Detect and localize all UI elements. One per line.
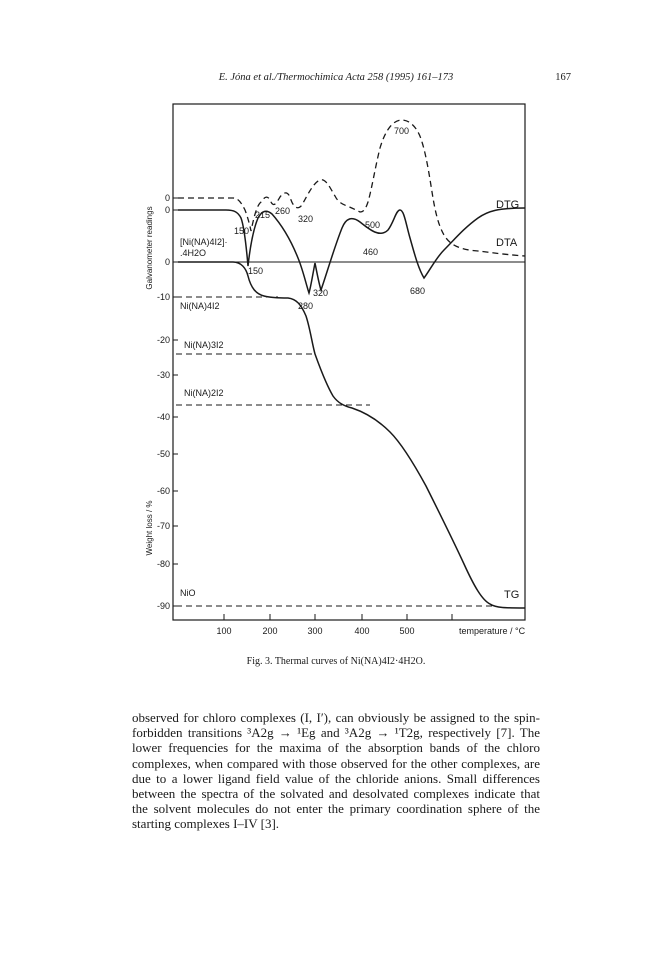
x-tick-label: 500 (399, 626, 415, 636)
tg-label: TG (504, 589, 520, 601)
na2-label: Ni(NA)2I2 (184, 388, 224, 398)
body-paragraph: observed for chloro complexes (I, I′), can obviously be assigned to the spin-forbidden transitions ³A2g → ¹Eg and ³A2g → ¹T2g, respectively [7]. The lower frequencies for the maxima of the absorption bands of the chloro complexes, when compared with those observed for the other complexes, are due to a lower ligand field value of the chloride anions. Small differences between the spectra of the solvated and desolvated complexes indicate that the solvent molecules do not enter the primary coordination sphere of the starting complexes I–IV [3]. (132, 710, 540, 832)
page-header (0, 72, 672, 88)
y-tick-label: -60 (156, 486, 170, 496)
na3-label: Ni(NA)3I2 (184, 340, 224, 350)
y-tick-label: 0 (164, 193, 170, 203)
body-text (132, 710, 540, 832)
plot-frame (173, 104, 525, 620)
y-tick-label: -70 (156, 521, 170, 531)
hydrate-label-line1: [Ni(NA)4I2]· (180, 237, 228, 247)
y-tick-label: -40 (156, 412, 170, 422)
compound-labels (180, 237, 228, 598)
y-axis-weight-loss-label: Weight loss / % (145, 500, 154, 556)
tg-curve (178, 262, 525, 608)
running-head: E. Jóna et al./Thermochimica Acta 258 (1995) 161–173 (218, 72, 454, 83)
y-tick-label: -30 (156, 370, 170, 380)
peak-label: 320 (298, 214, 314, 224)
peak-label: 260 (275, 206, 291, 216)
curve-labels (496, 199, 519, 601)
hydrate-label-line2: .4H2O (180, 248, 207, 258)
peak-label: 320 (313, 288, 329, 298)
peak-label: 150 (234, 226, 250, 236)
peak-label: 700 (394, 126, 410, 136)
dta-curve (178, 208, 525, 293)
x-tick-label: 100 (216, 626, 232, 636)
peak-label: 500 (365, 220, 381, 230)
peak-label: 280 (298, 301, 314, 311)
y-tick-label: 0 (164, 257, 170, 267)
peak-label: 215 (255, 210, 271, 220)
peak-label: 150 (248, 266, 264, 276)
y-tick-label: -50 (156, 449, 170, 459)
peak-labels (234, 126, 425, 311)
nio-label: NiO (180, 588, 196, 598)
peak-label: 680 (410, 286, 426, 296)
mass-level-lines (176, 297, 493, 606)
dtg-curve (178, 120, 525, 256)
peak-label: 460 (363, 247, 379, 257)
na4-label: Ni(NA)4I2 (180, 301, 220, 311)
thermal-curves-figure (138, 98, 540, 643)
x-tick-labels (216, 626, 414, 636)
dtg-label: DTG (496, 199, 520, 211)
x-tick-label: 200 (262, 626, 278, 636)
y-tick-label: -10 (156, 292, 170, 302)
y-tick-label: 0 (164, 205, 170, 215)
x-ticks (224, 614, 452, 620)
y-axis-galvanometer-label: Galvanometer readings (145, 206, 154, 290)
y-tick-label: -90 (156, 601, 170, 611)
page-number: 167 (555, 72, 571, 83)
x-tick-label: 400 (354, 626, 370, 636)
dta-label: DTA (496, 237, 518, 249)
y-tick-label: -20 (156, 335, 170, 345)
x-tick-label: 300 (307, 626, 323, 636)
x-axis-label: temperature / °C (458, 626, 526, 636)
y-tick-label: -80 (156, 559, 170, 569)
y-ticks (173, 198, 178, 606)
figure-caption: Fig. 3. Thermal curves of Ni(NA)4I2·4H2O. (246, 656, 426, 667)
y-tick-labels (157, 193, 170, 611)
